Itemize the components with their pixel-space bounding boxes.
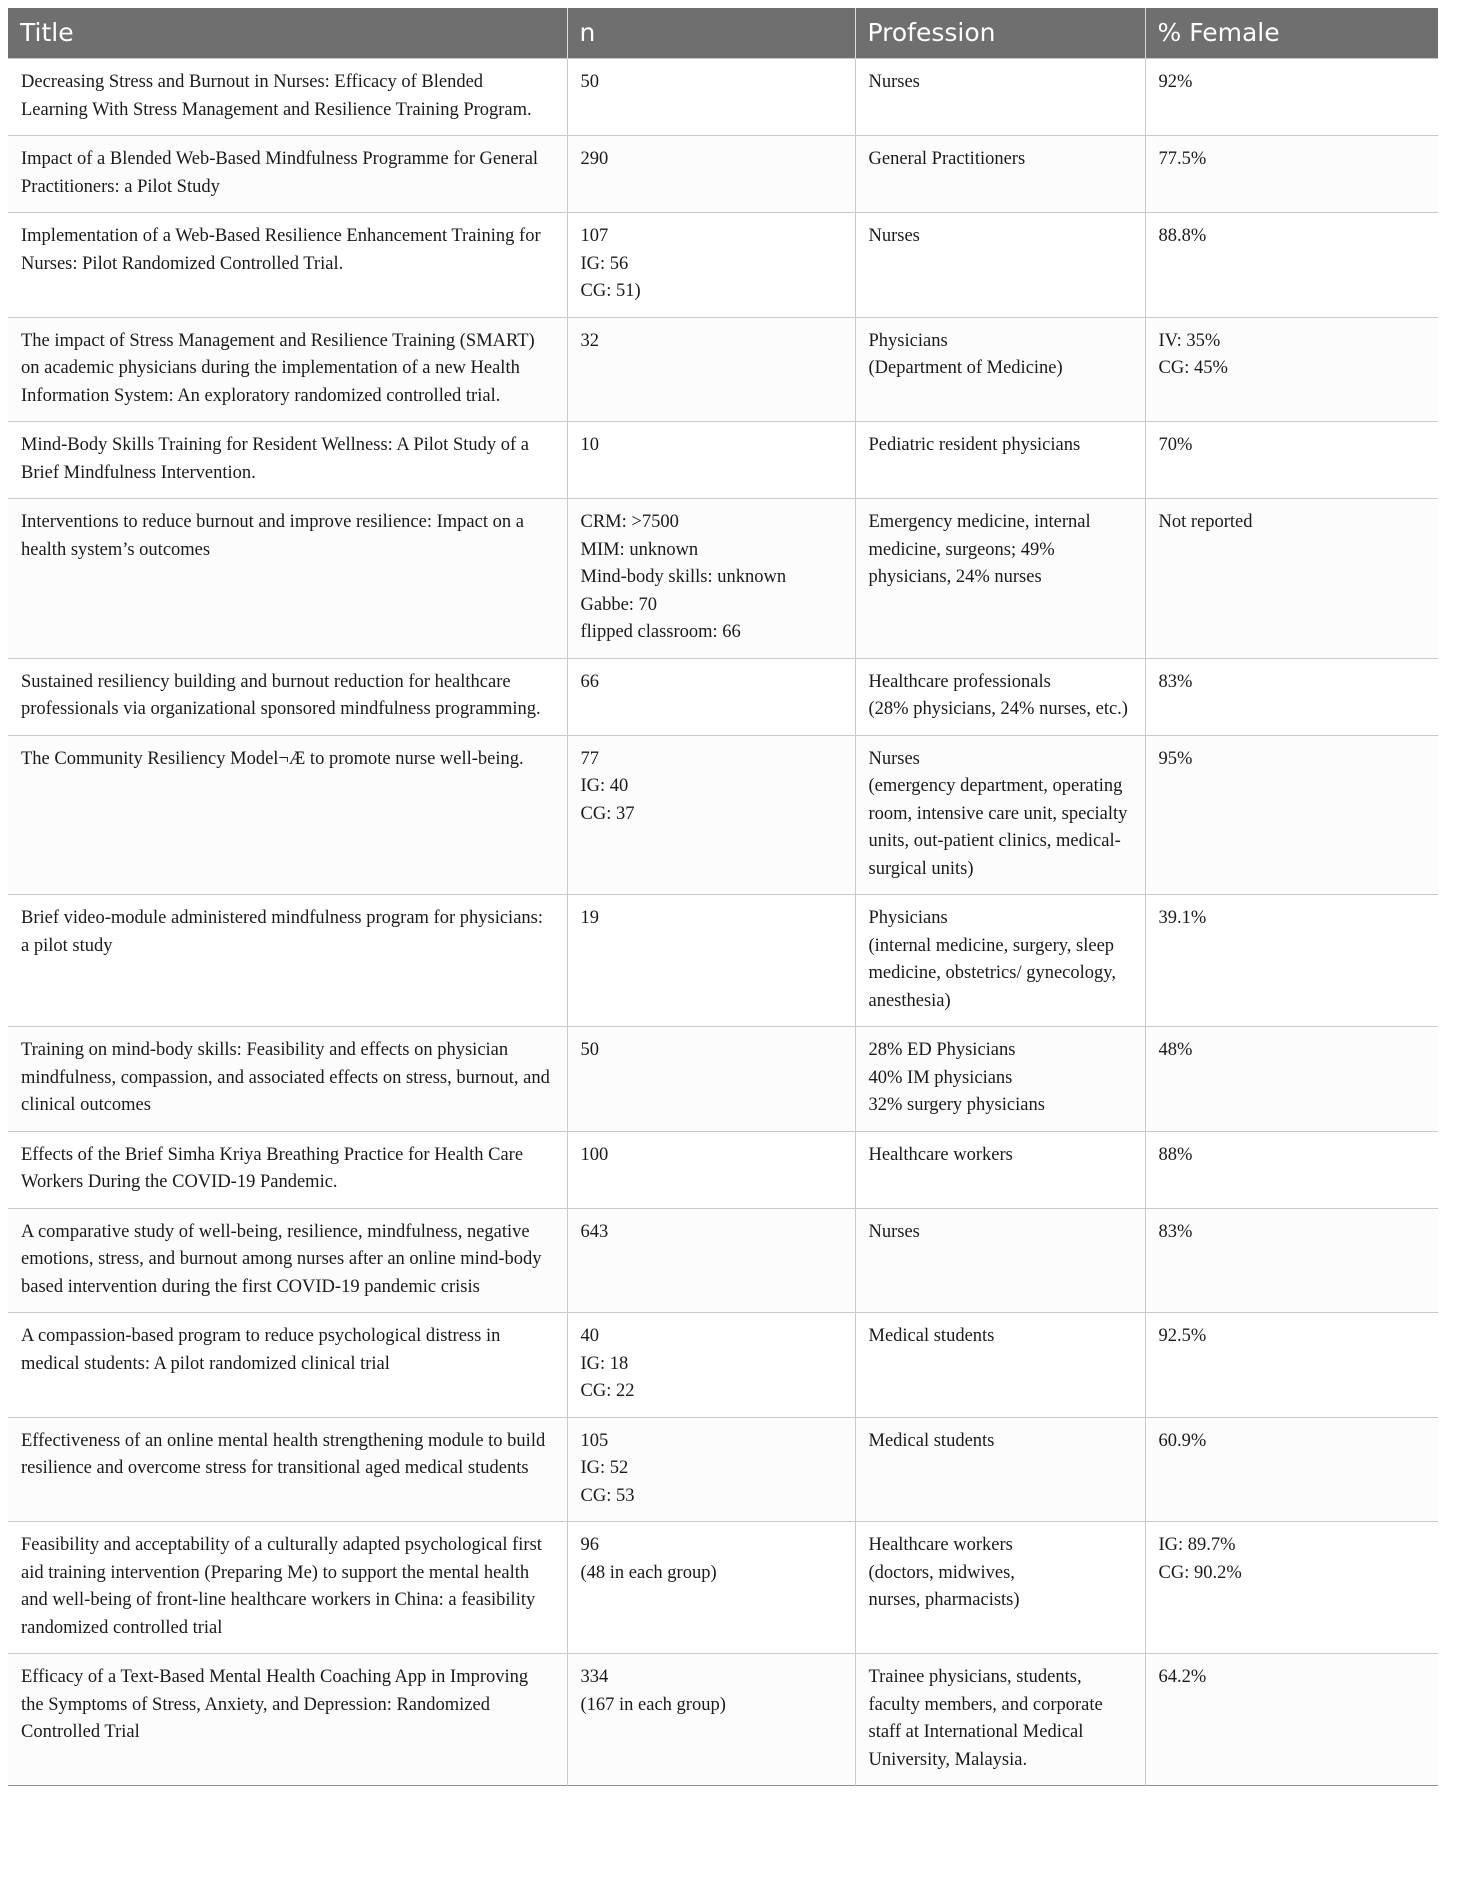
cell-title: Impact of a Blended Web-Based Mindfulness Programme for General Practitioners: a Pilot Study xyxy=(8,136,567,213)
cell-percent-female: 88% xyxy=(1145,1131,1438,1208)
cell-title: Brief video-module administered mindfulness program for physicians: a pilot study xyxy=(8,895,567,1027)
cell-n: 32 xyxy=(567,317,855,422)
cell-title: Implementation of a Web-Based Resilience Enhancement Training for Nurses: Pilot Randomized Controlled Trial. xyxy=(8,213,567,318)
cell-title: A comparative study of well-being, resilience, mindfulness, negative emotions, stress, and burnout among nurses after an online mind-body based intervention during the first COVID-19 pandemic crisis xyxy=(8,1208,567,1313)
cell-n: 96 (48 in each group) xyxy=(567,1522,855,1654)
cell-title: Feasibility and acceptability of a culturally adapted psychological first aid training intervention (Preparing Me) to support the mental health and well-being of front-line healthcare workers in China: a feasibility randomized controlled trial xyxy=(8,1522,567,1654)
cell-percent-female: 77.5% xyxy=(1145,136,1438,213)
table-header xyxy=(8,8,1438,59)
cell-n: 100 xyxy=(567,1131,855,1208)
cell-title: A compassion-based program to reduce psychological distress in medical students: A pilot randomized clinical trial xyxy=(8,1313,567,1418)
table-row xyxy=(8,1522,1438,1654)
table-row xyxy=(8,1313,1438,1418)
cell-percent-female: 64.2% xyxy=(1145,1654,1438,1786)
cell-title: The impact of Stress Management and Resilience Training (SMART) on academic physicians during the implementation of a new Health Information System: An exploratory randomized controlled trial. xyxy=(8,317,567,422)
cell-profession: Healthcare professionals (28% physicians, 24% nurses, etc.) xyxy=(855,658,1145,735)
cell-n: 643 xyxy=(567,1208,855,1313)
cell-n: 19 xyxy=(567,895,855,1027)
cell-percent-female: 48% xyxy=(1145,1027,1438,1132)
cell-profession: Healthcare workers xyxy=(855,1131,1145,1208)
header-percent-female: % Female xyxy=(1145,8,1438,59)
cell-profession: Medical students xyxy=(855,1313,1145,1418)
cell-profession: 28% ED Physicians 40% IM physicians 32% surgery physicians xyxy=(855,1027,1145,1132)
cell-n: 105 IG: 52 CG: 53 xyxy=(567,1417,855,1522)
table-row xyxy=(8,317,1438,422)
table-row xyxy=(8,1417,1438,1522)
cell-title: Interventions to reduce burnout and improve resilience: Impact on a health system’s outcomes xyxy=(8,499,567,659)
cell-profession: Nurses xyxy=(855,1208,1145,1313)
cell-profession: General Practitioners xyxy=(855,136,1145,213)
cell-n: 50 xyxy=(567,1027,855,1132)
table-row xyxy=(8,213,1438,318)
cell-profession: Physicians (internal medicine, surgery, sleep medicine, obstetrics/ gynecology, anesthesia) xyxy=(855,895,1145,1027)
cell-n: CRM: >7500 MIM: unknown Mind-body skills: unknown Gabbe: 70 flipped classroom: 66 xyxy=(567,499,855,659)
cell-percent-female: IG: 89.7% CG: 90.2% xyxy=(1145,1522,1438,1654)
table-row xyxy=(8,658,1438,735)
cell-percent-female: 60.9% xyxy=(1145,1417,1438,1522)
cell-percent-female: 88.8% xyxy=(1145,213,1438,318)
table-row xyxy=(8,1208,1438,1313)
cell-percent-female: 39.1% xyxy=(1145,895,1438,1027)
studies-table xyxy=(8,8,1438,1786)
cell-n: 334 (167 in each group) xyxy=(567,1654,855,1786)
table-row xyxy=(8,1131,1438,1208)
cell-profession: Nurses (emergency department, operating room, intensive care unit, specialty units, out-patient clinics, medical-surgical units) xyxy=(855,735,1145,895)
cell-percent-female: 92% xyxy=(1145,59,1438,136)
table-row xyxy=(8,422,1438,499)
cell-title: Mind-Body Skills Training for Resident Wellness: A Pilot Study of a Brief Mindfulness Intervention. xyxy=(8,422,567,499)
cell-title: The Community Resiliency Model¬Æ to promote nurse well-being. xyxy=(8,735,567,895)
cell-title: Effects of the Brief Simha Kriya Breathing Practice for Health Care Workers During the COVID-19 Pandemic. xyxy=(8,1131,567,1208)
header-title: Title xyxy=(8,8,567,59)
table-row xyxy=(8,59,1438,136)
cell-profession: Trainee physicians, students, faculty members, and corporate staff at International Medical University, Malaysia. xyxy=(855,1654,1145,1786)
cell-title: Effectiveness of an online mental health strengthening module to build resilience and overcome stress for transitional aged medical students xyxy=(8,1417,567,1522)
table-row xyxy=(8,895,1438,1027)
table-row xyxy=(8,1654,1438,1786)
table-body xyxy=(8,59,1438,1786)
cell-percent-female: 83% xyxy=(1145,658,1438,735)
header-row xyxy=(8,8,1438,59)
table-row xyxy=(8,499,1438,659)
cell-percent-female: 83% xyxy=(1145,1208,1438,1313)
cell-profession: Emergency medicine, internal medicine, surgeons; 49% physicians, 24% nurses xyxy=(855,499,1145,659)
header-n: n xyxy=(567,8,855,59)
cell-percent-female: Not reported xyxy=(1145,499,1438,659)
cell-profession: Medical students xyxy=(855,1417,1145,1522)
cell-title: Efficacy of a Text-Based Mental Health Coaching App in Improving the Symptoms of Stress, Anxiety, and Depression: Randomized Controlled Trial xyxy=(8,1654,567,1786)
cell-title: Sustained resiliency building and burnout reduction for healthcare professionals via organizational sponsored mindfulness programming. xyxy=(8,658,567,735)
cell-percent-female: IV: 35% CG: 45% xyxy=(1145,317,1438,422)
cell-percent-female: 95% xyxy=(1145,735,1438,895)
cell-n: 77 IG: 40 CG: 37 xyxy=(567,735,855,895)
cell-profession: Nurses xyxy=(855,59,1145,136)
cell-profession: Nurses xyxy=(855,213,1145,318)
cell-n: 66 xyxy=(567,658,855,735)
cell-profession: Physicians (Department of Medicine) xyxy=(855,317,1145,422)
cell-title: Decreasing Stress and Burnout in Nurses: Efficacy of Blended Learning With Stress Management and Resilience Training Program. xyxy=(8,59,567,136)
cell-n: 10 xyxy=(567,422,855,499)
table-row xyxy=(8,735,1438,895)
cell-n: 50 xyxy=(567,59,855,136)
cell-n: 40 IG: 18 CG: 22 xyxy=(567,1313,855,1418)
cell-percent-female: 70% xyxy=(1145,422,1438,499)
cell-title: Training on mind-body skills: Feasibility and effects on physician mindfulness, compassion, and associated effects on stress, burnout, and clinical outcomes xyxy=(8,1027,567,1132)
cell-profession: Pediatric resident physicians xyxy=(855,422,1145,499)
cell-n: 290 xyxy=(567,136,855,213)
table-row xyxy=(8,1027,1438,1132)
header-profession: Profession xyxy=(855,8,1145,59)
cell-n: 107 IG: 56 CG: 51) xyxy=(567,213,855,318)
table-row xyxy=(8,136,1438,213)
cell-percent-female: 92.5% xyxy=(1145,1313,1438,1418)
cell-profession: Healthcare workers (doctors, midwives, nurses, pharmacists) xyxy=(855,1522,1145,1654)
